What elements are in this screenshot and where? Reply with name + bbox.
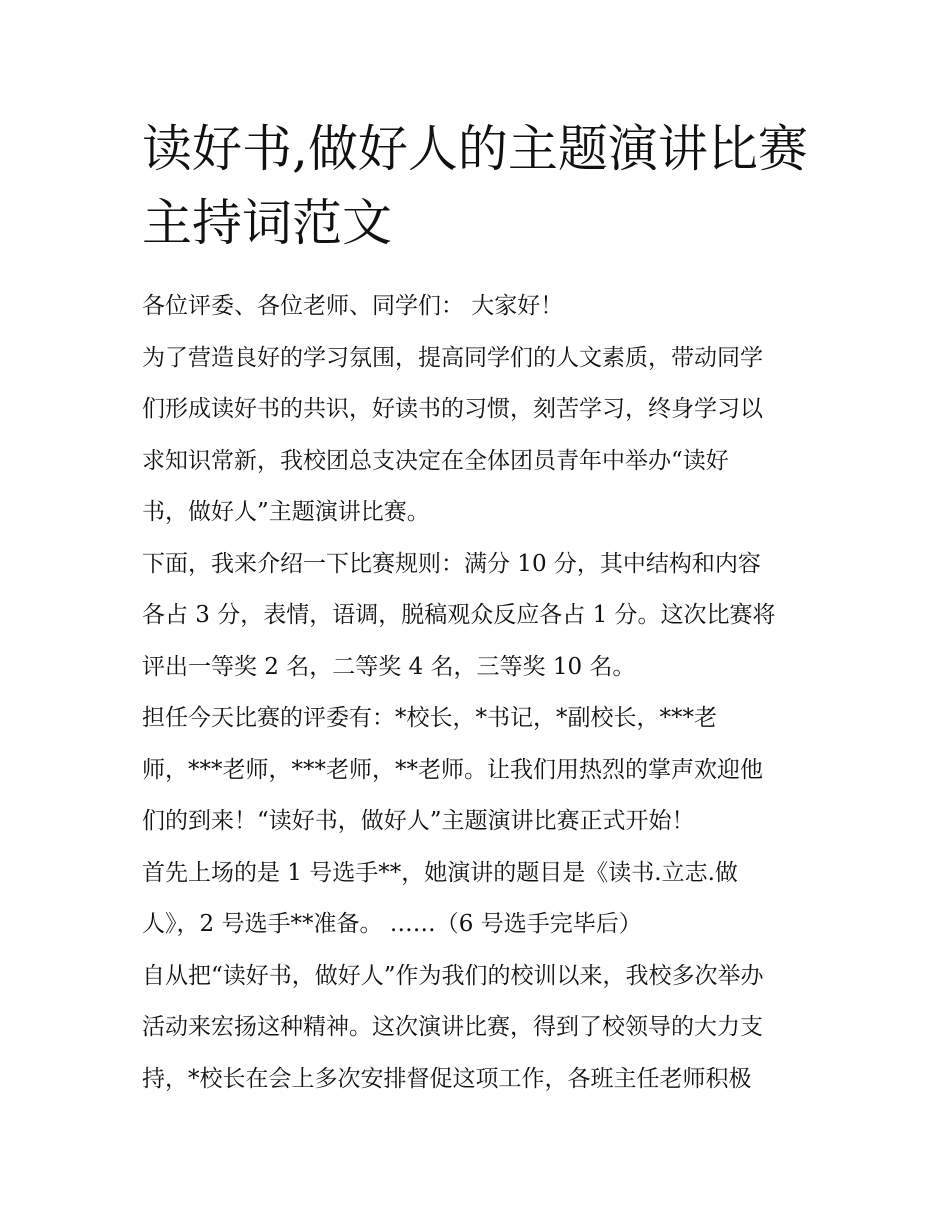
text-line: 各位评委、各位老师、同学们： 大家好！ (142, 293, 564, 319)
judges-paragraph (142, 693, 822, 848)
text-line: 为了营造良好的学习氛围，提高同学们的人文素质，带动同学 (142, 344, 763, 371)
rules-paragraph (142, 539, 822, 694)
text-line: 持，*校长在会上多次安排督促这项工作，各班主任老师积极 (142, 1065, 752, 1092)
text-line: 评出一等奖 2 名，二等奖 4 名，三等奖 10 名。 (142, 653, 636, 680)
closing-paragraph (142, 951, 822, 1106)
text-line: 自从把“读好书，做好人”作为我们的校训以来，我校多次举办 (142, 962, 764, 989)
text-line: 求知识常新，我校团总支决定在全体团员青年中举办“读好 (142, 447, 729, 474)
text-line: 活动来宏扬这种精神。这次演讲比赛，得到了校领导的大力支 (142, 1014, 763, 1040)
intro-paragraph (142, 333, 822, 539)
text-line: 书，做好人”主题演讲比赛。 (142, 499, 430, 525)
title-line: 读好书,做好人的主题演讲比赛 (142, 120, 808, 178)
contestants-paragraph (142, 848, 822, 951)
text-line: 师，***老师，***老师，**老师。让我们用热烈的掌声欢迎他 (142, 756, 763, 783)
text-line: 们形成读好书的共识，好读书的习惯，刻苦学习，终身学习以 (142, 396, 763, 422)
text-line: 担任今天比赛的评委有：*校长，*书记，*副校长，***老 (142, 705, 717, 731)
text-line: 各占 3 分，表情，语调，脱稿观众反应各占 1 分。这次比赛将 (142, 602, 776, 628)
title-line: 主持词范文 (142, 194, 392, 252)
text-line: 首先上场的是 1 号选手**，她演讲的题目是《读书.立志.做 (142, 859, 738, 886)
greeting-paragraph (142, 281, 822, 333)
document-title (142, 112, 822, 260)
text-line: 人》，2 号选手**准备。 ……（6 号选手完毕后） (142, 911, 642, 937)
text-line: 下面，我来介绍一下比赛规则：满分 10 分，其中结构和内容 (142, 550, 761, 577)
document-body (142, 281, 822, 1105)
text-line: 们的到来！“读好书，做好人”主题演讲比赛正式开始！ (142, 808, 695, 834)
